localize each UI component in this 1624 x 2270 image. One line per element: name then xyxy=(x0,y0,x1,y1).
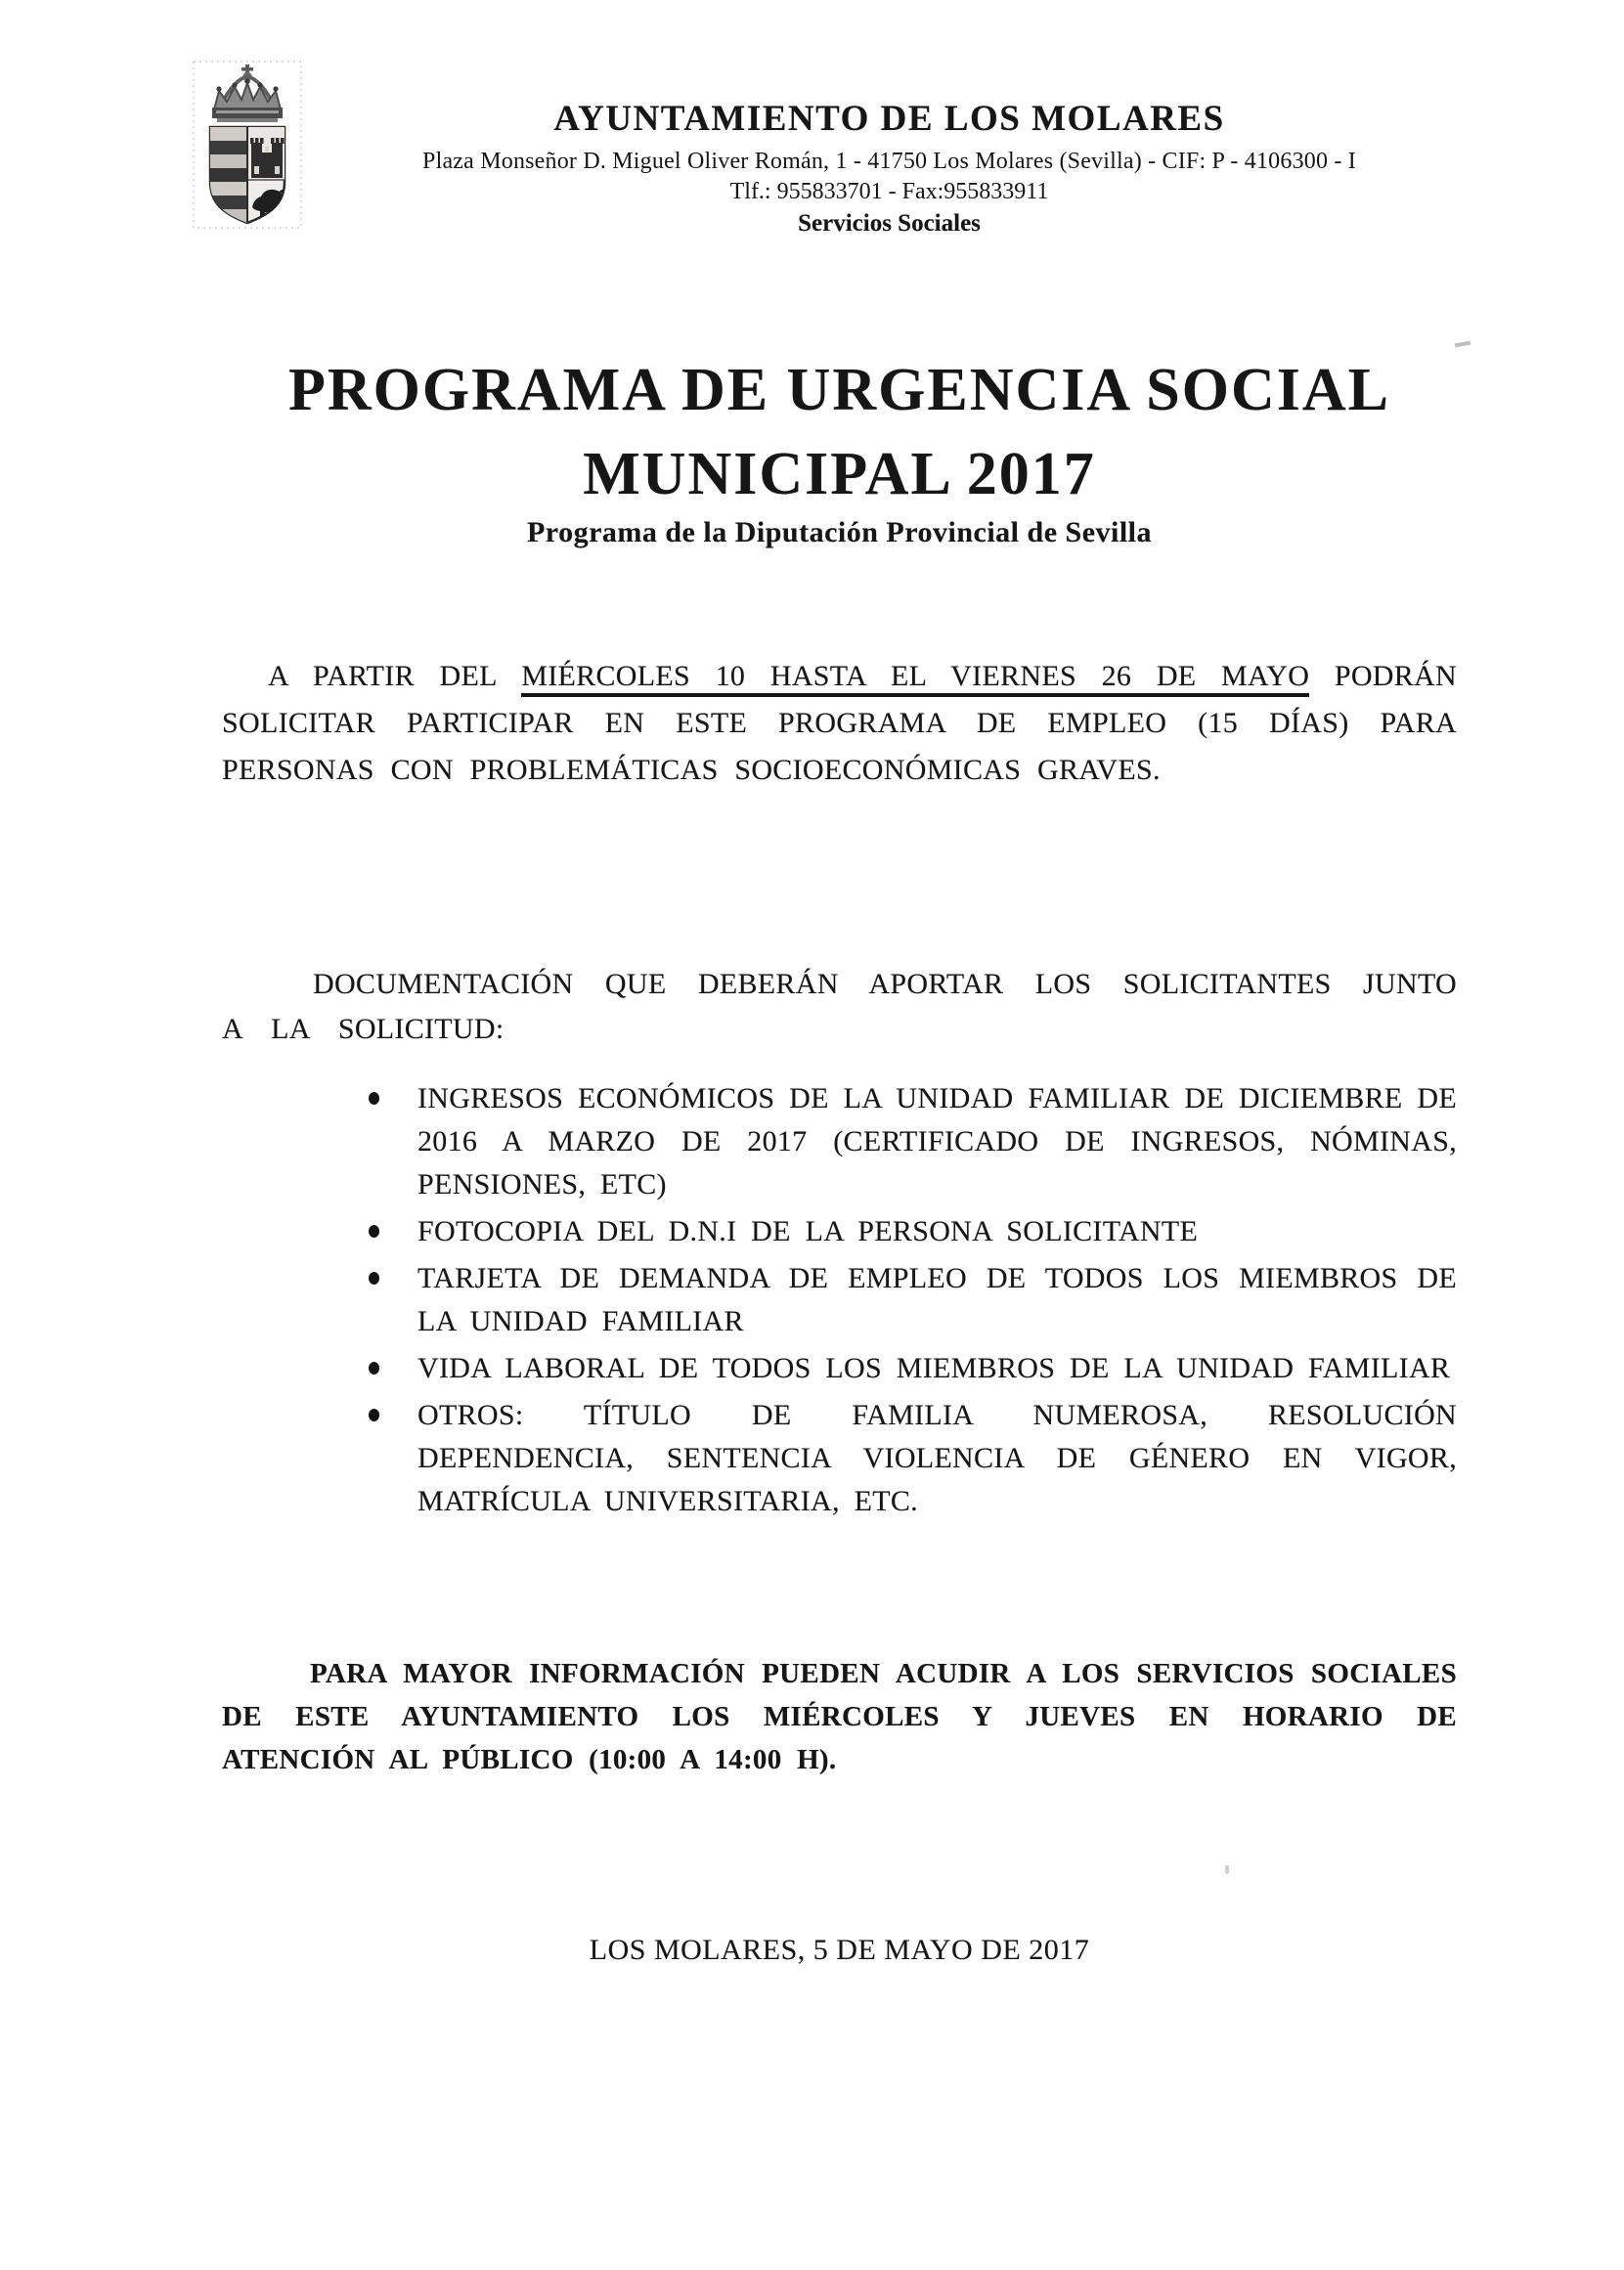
date-line: LOS MOLARES, 5 DE MAYO DE 2017 xyxy=(589,1934,1090,1966)
org-phone-fax: Tlf.: 955833701 - Fax:955833911 xyxy=(729,179,1049,204)
requirement-item: FOTOCOPIA DEL D.N.I DE LA PERSONA SOLICITANTE xyxy=(222,1210,1457,1253)
coat-of-arms-icon xyxy=(193,61,302,229)
page-subtitle: Programa de la Diputación Provincial de Sevilla xyxy=(526,516,1153,548)
requirement-item: OTROS: TÍTULO DE FAMILIA NUMEROSA, RESOLUCIÓN DEPENDENCIA, SENTENCIA VIOLENCIA DE GÉNERO EN VIGOR, MATRÍCULA UNIVERSITARIA, ETC. xyxy=(222,1394,1457,1523)
letterhead-text xyxy=(302,98,1476,240)
intro-prefix: A PARTIR DEL xyxy=(268,660,522,692)
letterhead xyxy=(193,59,1476,240)
scan-artifact xyxy=(1455,341,1470,348)
intro-paragraph xyxy=(222,653,1457,794)
org-department: Servicios Sociales xyxy=(798,210,981,237)
intro-suffix: PODRÁN SOLICITAR PARTICIPAR EN ESTE PROGRAMA DE EMPLEO (15 DÍAS) PARA PERSONAS CON PROBLEMÁTICAS SOCIOECONÓMICAS GRAVES. xyxy=(222,660,1457,786)
underlined-date-range: MIÉRCOLES 10 HASTA EL VIERNES 26 DE MAYO xyxy=(521,660,1309,697)
requirement-item: VIDA LABORAL DE TODOS LOS MIEMBROS DE LA UNIDAD FAMILIAR xyxy=(222,1347,1457,1390)
org-address: Plaza Monseñor D. Miguel Oliver Román, 1 - 41750 Los Molares (Sevilla) - CIF: P - 4106300 - I xyxy=(422,149,1356,174)
page-title-line2: MUNICIPAL 2017 xyxy=(583,441,1096,507)
scan-artifact xyxy=(1225,1865,1229,1874)
page-title-line1: PROGRAMA DE URGENCIA SOCIAL xyxy=(287,357,1391,423)
info-paragraph: PARA MAYOR INFORMACIÓN PUEDEN ACUDIR A LOS SERVICIOS SOCIALES DE ESTE AYUNTAMIENTO LOS MIÉRCOLES Y JUEVES EN HORARIO DE ATENCIÓN AL PÚBLICO (10:00 A 14:00 H). xyxy=(222,1658,1457,1775)
page-title xyxy=(222,348,1457,516)
requirement-item: TARJETA DE DEMANDA DE EMPLEO DE TODOS LOS MIEMBROS DE LA UNIDAD FAMILIAR xyxy=(222,1257,1457,1343)
org-name: AYUNTAMIENTO DE LOS MOLARES xyxy=(553,99,1225,139)
documentation-heading: DOCUMENTACIÓN QUE DEBERÁN APORTAR LOS SOLICITANTES JUNTO A LA SOLICITUD: xyxy=(222,968,1457,1045)
requirements-list xyxy=(222,1077,1457,1527)
requirement-item: INGRESOS ECONÓMICOS DE LA UNIDAD FAMILIAR DE DICIEMBRE DE 2016 A MARZO DE 2017 (CERTIFICADO DE INGRESOS, NÓMINAS, PENSIONES, ETC) xyxy=(222,1077,1457,1206)
